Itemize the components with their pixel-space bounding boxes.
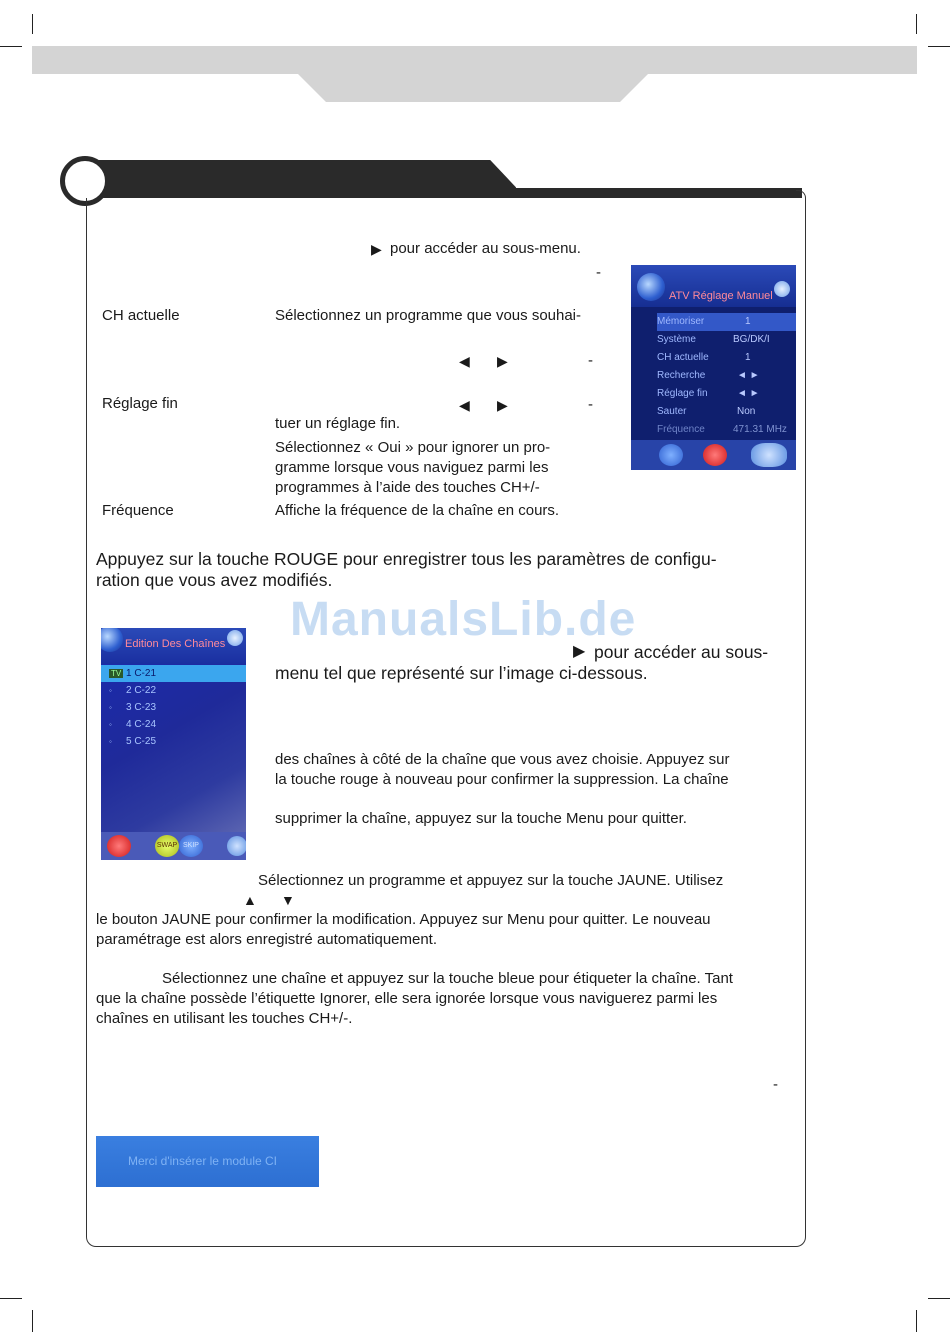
tv-icon: ◦ (109, 686, 112, 695)
right-arrow-icon: ▶ (371, 241, 382, 257)
dash-mark: - (588, 352, 593, 369)
page-header-tab (298, 74, 648, 102)
crop-mark (32, 1310, 33, 1332)
swap-button-icon: SWAP (155, 835, 179, 857)
screen-title: Edition Des Chaînes (125, 638, 226, 650)
swap-text-4: paramétrage est alors enregistré automatiquement. (96, 931, 438, 948)
swap-text-1: Sélectionnez un programme et appuyez sur la touche JAUNE. Utilisez (258, 872, 724, 889)
channel-item: ◦ 2 C-22 (109, 685, 157, 696)
intro-text: pour accéder au sous-menu. (390, 240, 581, 257)
menu-row: Réglage fin ◄ ► (657, 388, 760, 399)
skip-text-3: chaînes en utilisant les touches CH+/-. (96, 1010, 353, 1027)
nav-pad-icon (751, 443, 787, 467)
delete-text-1: des chaînes à côté de la chaîne que vous avez choisie. Appuyez sur (275, 751, 730, 768)
channel-item: ◦ 3 C-23 (109, 702, 157, 713)
watermark: ManualsLib.de (290, 593, 637, 646)
down-arrow-icon: ▼ (281, 892, 295, 908)
setting-desc-ch: Sélectionnez un programme que vous souhai- (275, 307, 582, 324)
setting-desc-fine: tuer un réglage fin. (275, 415, 401, 432)
crop-mark (928, 1298, 950, 1299)
dash-mark: - (596, 264, 601, 281)
channel-item: TV 1 C-21 (101, 665, 246, 682)
tv-icon: TV (111, 669, 122, 678)
menu-row: Sauter Non (657, 406, 756, 417)
right-arrow-icon: ▶ (573, 643, 586, 660)
left-arrow-icon: ◀ (459, 353, 470, 369)
nav-pad-icon (227, 836, 246, 856)
content-frame-corner (796, 190, 806, 205)
dash-mark: - (588, 396, 593, 413)
crop-mark (916, 14, 917, 34)
right-arrow-icon: ▶ (497, 397, 508, 413)
save-instruction-1: Appuyez sur la touche ROUGE pour enregistrer tous les paramètres de configu- (96, 549, 717, 569)
section-header-rule (506, 188, 802, 198)
channel-edit-screen (101, 628, 246, 860)
channel-item: ◦ 4 C-24 (109, 719, 157, 730)
setting-desc-freq: Affiche la fréquence de la chaîne en cours. (275, 502, 560, 519)
tv-icon: ◦ (109, 737, 112, 746)
bubbles-icon (227, 630, 243, 646)
right-arrow-icon: ▶ (497, 353, 508, 369)
edit-intro-1: pour accéder au sous- (594, 642, 769, 662)
ci-message: Merci d'insérer le module CI (128, 1154, 278, 1168)
crop-mark (32, 14, 33, 34)
setting-label-freq: Fréquence (102, 502, 174, 519)
ci-message-screen (96, 1136, 319, 1187)
save-instruction-2: ration que vous avez modifiés. (96, 570, 333, 590)
section-header (86, 160, 802, 198)
setting-desc-skip-2: gramme lorsque vous naviguez parmi les (275, 459, 549, 476)
delete-text-3: supprimer la chaîne, appuyez sur la touche Menu pour quitter. (275, 810, 687, 827)
screen-footer (101, 832, 246, 860)
tv-icon: ◦ (109, 720, 112, 729)
page-header-bar (32, 46, 917, 74)
dash-mark: - (773, 1076, 778, 1093)
setting-desc-skip-3: programmes à l’aide des touches CH+/- (275, 479, 540, 496)
menu-row: Mémoriser 1 (657, 313, 796, 331)
swap-text-3: le bouton JAUNE pour confirmer la modification. Appuyez sur Menu pour quitter. Le nouveau (96, 911, 711, 928)
left-arrow-icon: ◀ (459, 397, 470, 413)
blue-button-icon (659, 444, 683, 466)
red-button-icon (703, 444, 727, 466)
red-button-icon (107, 835, 131, 857)
tv-icon: ◦ (109, 703, 112, 712)
up-arrow-icon: ▲ (243, 892, 257, 908)
crop-mark (0, 1298, 22, 1299)
bubbles-icon (774, 281, 790, 297)
menu-row: Recherche ◄ ► (657, 370, 760, 381)
crop-mark (928, 46, 950, 47)
crop-mark (916, 1310, 917, 1332)
crop-mark (0, 46, 22, 47)
delete-text-2: la touche rouge à nouveau pour confirmer la suppression. La chaîne (275, 771, 729, 788)
menu-row: Système BG/DK/I (657, 334, 770, 345)
channel-item: ◦ 5 C-25 (109, 736, 157, 747)
skip-text-2: que la chaîne possède l’étiquette Ignorer, elle sera ignorée lorsque vous naviguerez parmi les (96, 990, 718, 1007)
menu-row: Fréquence 471.31 MHz (657, 424, 787, 435)
section-header-block (86, 160, 516, 198)
screen-footer (631, 440, 796, 470)
setting-label-ch: CH actuelle (102, 307, 180, 324)
skip-button-icon: SKIP (179, 835, 203, 857)
setting-label-fine: Réglage fin (102, 395, 178, 412)
skip-text-1: Sélectionnez une chaîne et appuyez sur la touche bleue pour étiqueter la chaîne. Tant (162, 970, 733, 987)
atv-manual-screen (631, 265, 796, 470)
setting-desc-skip-1: Sélectionnez « Oui » pour ignorer un pro- (275, 439, 551, 456)
edit-intro-2: menu tel que représenté sur l’image ci-dessous. (275, 663, 648, 683)
screen-title: ATV Réglage Manuel (669, 290, 773, 302)
globe-icon (637, 273, 665, 301)
menu-row: CH actuelle 1 (657, 352, 751, 363)
